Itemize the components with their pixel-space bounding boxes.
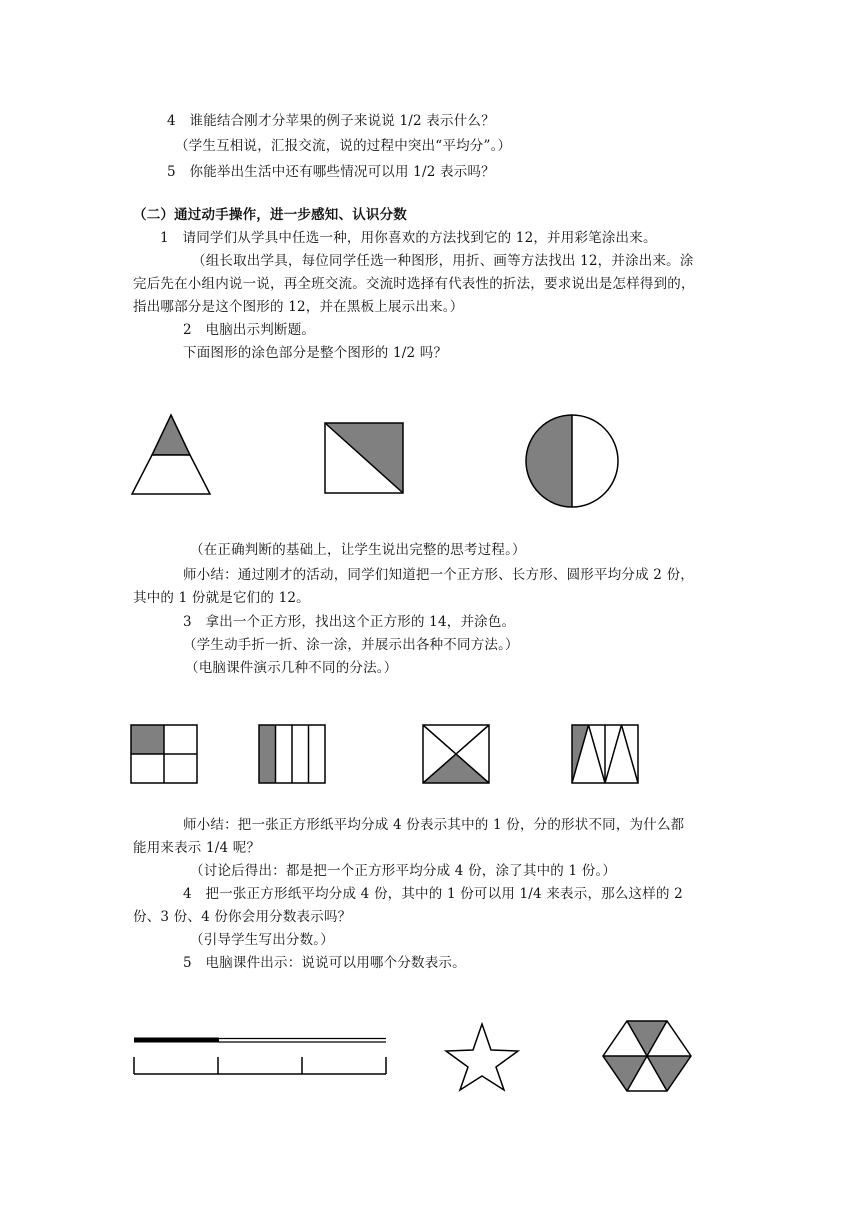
step-4-line: 4 把一张正方形纸平均分成 4 份，其中的 1 份可以用 1/4 来表示，那么这样的 2 bbox=[183, 886, 683, 902]
note-line: 指出哪部分是这个图形的 12，并在黑板上展示出来。） bbox=[133, 299, 464, 315]
note-line: （组长取出学具，每位同学任选一种图形，用折、画等方法找出 12，并涂出来。涂 bbox=[192, 253, 694, 269]
question-4-line: 4 谁能结合刚才分苹果的例子来说说 1/2 表示什么？ bbox=[167, 113, 495, 129]
note-line: （讨论后得出：都是把一个正方形平均分成 4 份，涂了其中的 1 份。） bbox=[190, 863, 617, 879]
note-line: （学生互相说，汇报交流，说的过程中突出“平均分”。） bbox=[175, 138, 512, 154]
note-line: （电脑课件演示几种不同的分法。） bbox=[185, 660, 398, 676]
star-figure bbox=[442, 1022, 522, 1092]
note-line: 完后先在小组内说一说，再全班交流。交流时选择有代表性的折法，要求说出是怎样得到的， bbox=[133, 276, 695, 292]
step-3-line: 3 拿出一个正方形，找出这个正方形的 14，并涂色。 bbox=[183, 614, 516, 630]
quarter-triangles-square bbox=[570, 723, 640, 785]
shaded-square-figure bbox=[323, 421, 405, 495]
note-line: （在正确判断的基础上，让学生说出完整的思考过程。） bbox=[190, 542, 526, 558]
summary-line: 师小结：把一张正方形纸平均分成 4 份表示其中的 1 份，分的形状不同，为什么都 bbox=[183, 817, 685, 833]
shaded-circle-figure bbox=[524, 413, 620, 509]
quarter-diagonals-square bbox=[421, 723, 491, 785]
summary-line: 师小结：通过刚才的活动，同学们知道把一个正方形、长方形、圆形平均分成 2 份， bbox=[183, 567, 694, 583]
note-line: （学生动手折一折、涂一涂，并展示出各种不同方法。） bbox=[183, 637, 519, 653]
section-heading: （二）通过动手操作，进一步感知、认识分数 bbox=[133, 207, 407, 223]
step-4-line: 份、3 份、4 份你会用分数表示吗？ bbox=[133, 909, 352, 925]
question-line: 下面图形的涂色部分是整个图形的 1/2 吗？ bbox=[183, 345, 448, 361]
step-1-line: 1 请同学们从学具中任选一种，用你喜欢的方法找到它的 12，并用彩笔涂出来。 bbox=[160, 230, 657, 246]
summary-line: 能用来表示 1/4 呢？ bbox=[133, 840, 261, 856]
question-5-line: 5 你能举出生活中还有哪些情况可以用 1/2 表示吗？ bbox=[167, 164, 495, 180]
quarter-grid-square bbox=[129, 723, 199, 785]
note-line: （引导学生写出分数。） bbox=[190, 932, 334, 948]
shaded-triangle-figure bbox=[128, 413, 214, 497]
summary-line: 其中的 1 份就是它们的 12。 bbox=[133, 590, 310, 606]
hexagon-figure bbox=[601, 1019, 693, 1093]
quarter-strips-square bbox=[257, 723, 327, 785]
step-5-line: 5 电脑课件出示：说说可以用哪个分数表示。 bbox=[183, 955, 466, 971]
segmented-bar-figure bbox=[130, 1034, 392, 1078]
step-2-line: 2 电脑出示判断题。 bbox=[183, 322, 316, 338]
